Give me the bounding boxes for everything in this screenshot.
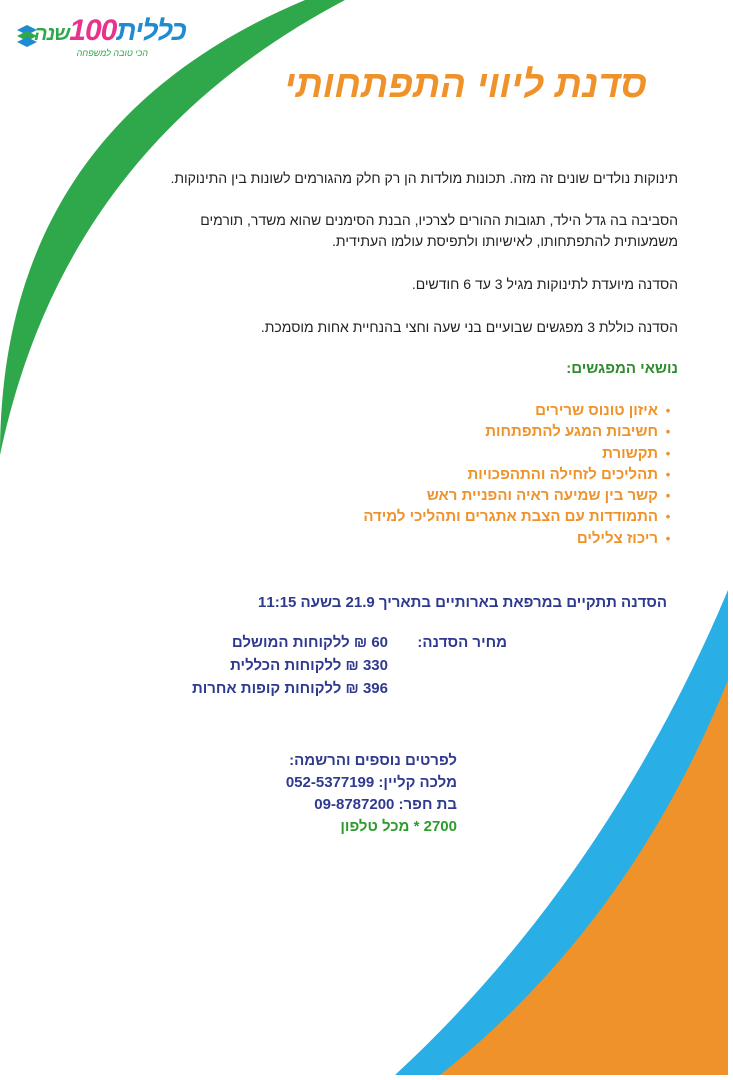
topic-item: • ריכוז צלילים <box>363 528 678 549</box>
price-line: 60 ₪ ללקוחות המושלם <box>231 634 388 651</box>
logo-slogan: הכי טובה למשפחה <box>76 48 148 58</box>
contact-phone: 2700 * מכל טלפון <box>340 818 457 835</box>
topic-item: • התמודדות עם הצבת אתגרים ותהליכי למידה <box>363 506 678 527</box>
price-line: 396 ₪ ללקוחות קופות אחרות <box>191 680 388 697</box>
topics-list <box>363 400 678 549</box>
contact-person-1: מלכה קליין: 052-5377199 <box>285 774 457 791</box>
topic-item: • קשר בין שמיעה ראיה והפניית ראש <box>363 485 678 506</box>
age-paragraph: הסדנה מיועדת לתינוקות מגיל 3 עד 6 חודשים. <box>411 276 678 292</box>
contact-person-2: בת חפר: 09-8787200 <box>314 796 457 813</box>
topic-item: • תקשורת <box>363 443 678 464</box>
meetings-paragraph: הסדנה כוללת 3 מפגשים שבועיים בני שעה וחצי בהנחיית אחות מוסמכת. <box>260 319 678 335</box>
page-title: סדנת ליווי התפתחותי <box>284 64 647 106</box>
topic-item: • תהליכים לזחילה והתהפכויות <box>363 464 678 485</box>
intro-paragraph-1: תינוקות נולדים שונים זה מזה. תכונות מולדות הן רק חלק מהגורמים לשונות בין התינוקות. <box>170 170 678 186</box>
clalit-logo <box>14 14 194 62</box>
topic-item: • חשיבות המגע להתפתחות <box>363 421 678 442</box>
contact-heading: לפרטים נוספים והרשמה: <box>289 752 457 769</box>
price-label: מחיר הסדנה: <box>417 634 507 651</box>
logo-wordmark: כללית100שנה <box>34 14 186 47</box>
topics-heading: נושאי המפגשים: <box>566 360 678 377</box>
intro-paragraph-2: הסביבה בה גדל הילד, תגובות ההורים לצרכיו, הבנת הסימנים שהוא משדר, תורמים משמעותית להתפתחותו, לאישיותו ולתפיסת עולמו העתידית. <box>200 212 678 249</box>
schedule-text: הסדנה תתקיים במרפאת בארותיים בתאריך 21.9 בשעה 11:15 <box>258 594 667 611</box>
price-line: 330 ₪ ללקוחות הכללית <box>230 657 388 674</box>
topic-item: • איזון טונוס שרירים <box>363 400 678 421</box>
